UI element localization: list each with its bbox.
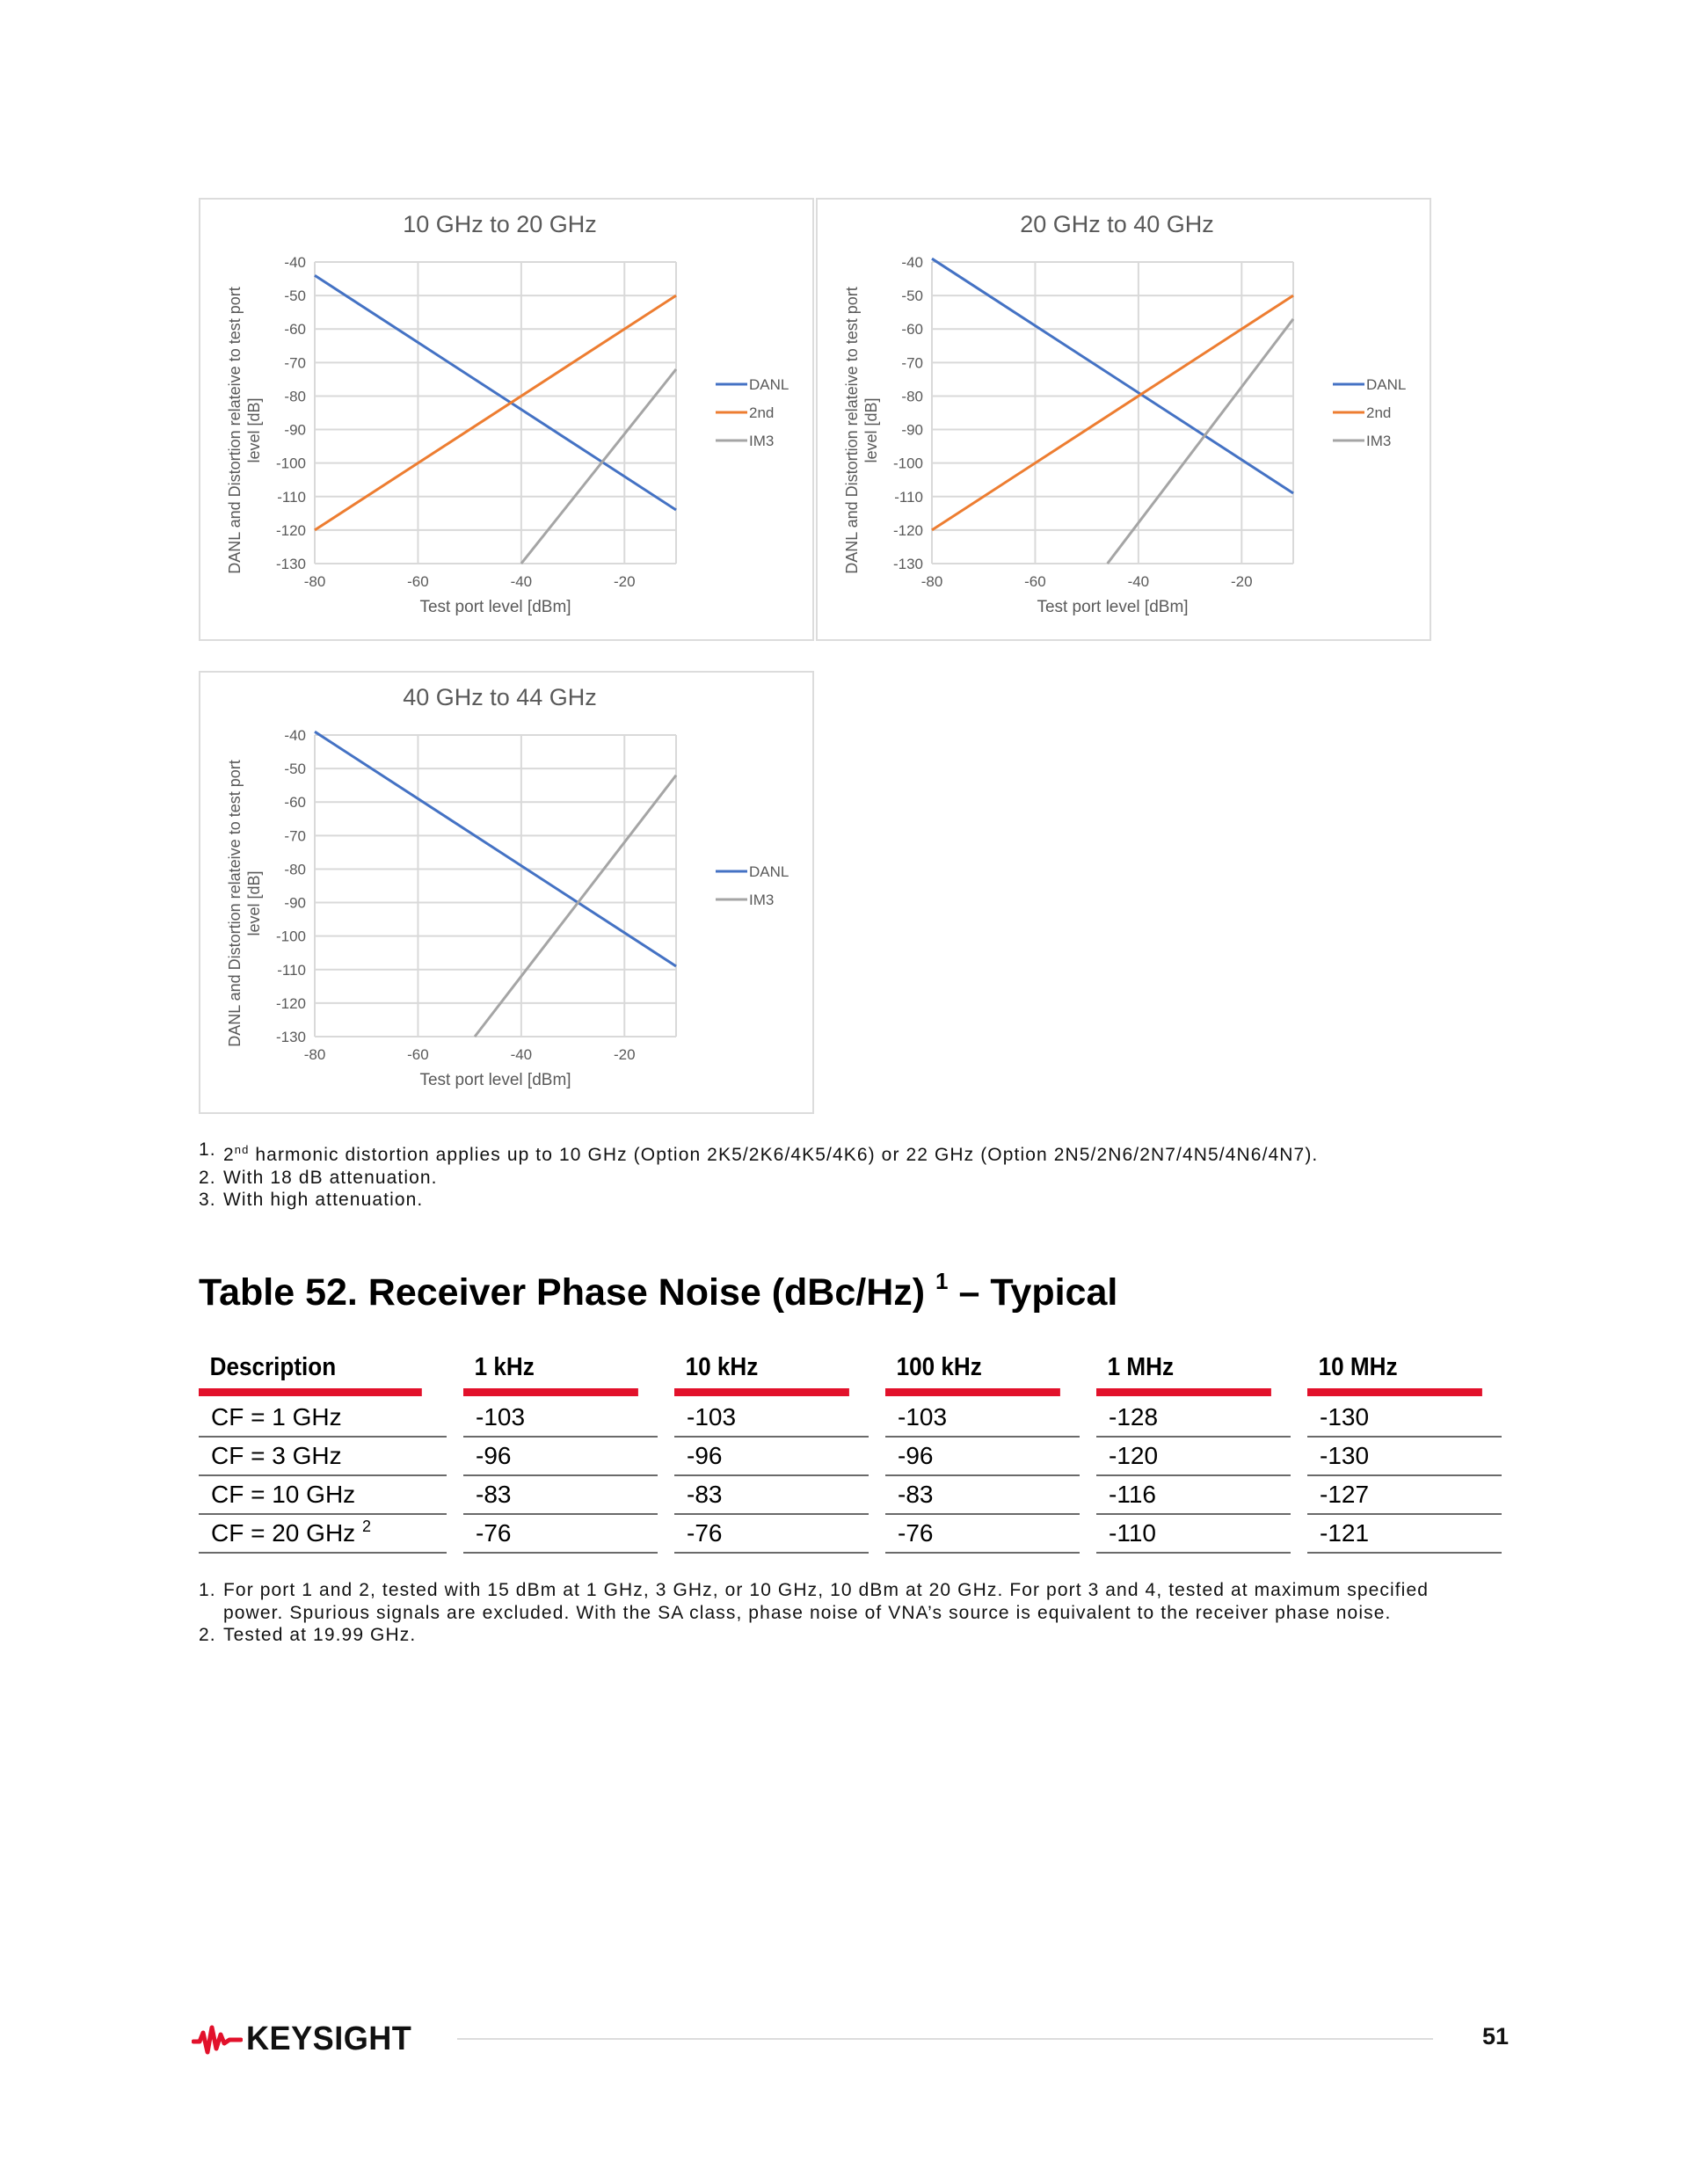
table-cell: -96 xyxy=(463,1438,658,1476)
table-title: Table 52. Receiver Phase Noise (dBc/Hz) $^1$ – Typical xyxy=(199,1268,1118,1314)
y-tick-label: -40 xyxy=(901,254,923,271)
footnote-number: 1. xyxy=(199,1139,216,1160)
table-cell: -120 xyxy=(1096,1438,1291,1476)
y-tick-label: -90 xyxy=(284,421,306,439)
table-footnote-2 xyxy=(199,1624,1491,1647)
table-cell: -116 xyxy=(1096,1476,1291,1515)
table-header-row xyxy=(199,1346,1502,1396)
y-tick-label: -100 xyxy=(275,455,306,472)
y-tick-label: -80 xyxy=(284,388,306,405)
x-tick-label: -80 xyxy=(303,1046,326,1063)
table-cell: -76 xyxy=(885,1515,1080,1554)
y-tick-label: -130 xyxy=(892,556,923,572)
y-tick-label: -120 xyxy=(275,994,306,1012)
y-tick-label: -120 xyxy=(892,521,923,539)
y-axis-label: DANL and Distortion relateive to test port level [dB] xyxy=(226,760,263,1047)
chart-svg xyxy=(818,200,1430,639)
table-cell: -130 xyxy=(1307,1396,1502,1438)
table-cell: -130 xyxy=(1307,1438,1502,1476)
table-cell: -76 xyxy=(674,1515,869,1554)
legend-label: 2nd xyxy=(749,404,775,421)
x-tick-label: -60 xyxy=(1024,573,1046,590)
x-tick-label: -80 xyxy=(920,573,943,590)
y-tick-label: -90 xyxy=(284,894,306,912)
x-axis-label: Test port level [dBm] xyxy=(1037,598,1189,616)
legend-label: DANL xyxy=(1366,376,1407,393)
table-cell: -127 xyxy=(1307,1476,1502,1515)
y-tick-label: -100 xyxy=(275,928,306,945)
header-100khz: 100 kHz xyxy=(885,1346,1060,1396)
logo-wordmark: KEYSIGHT xyxy=(246,2020,412,2057)
table-footnotes xyxy=(199,1579,1491,1647)
chart-40-44-ghz xyxy=(199,671,814,1114)
x-axis-label: Test port level [dBm] xyxy=(419,1071,571,1089)
phase-noise-table xyxy=(199,1346,1502,1554)
y-tick-label: -50 xyxy=(284,288,306,305)
legend-label: DANL xyxy=(749,863,789,880)
y-tick-label: -90 xyxy=(901,421,923,439)
table-cell: -96 xyxy=(885,1438,1080,1476)
y-tick-label: -100 xyxy=(892,455,923,472)
y-tick-label: -110 xyxy=(277,961,306,979)
header-description: Description xyxy=(199,1346,422,1396)
y-tick-label: -70 xyxy=(901,354,923,372)
header-10khz: 10 kHz xyxy=(674,1346,849,1396)
footnote-text: For port 1 and 2, tested with 15 dBm at 1 GHz, 3 GHz, or 10 GHz, 10 dBm at 20 GHz. For port 3 and 4, tested at maximum specified power. Spurious signals are excluded. With the SA class, phase noise of VNA’s source is equivalent to the receiver phase noise. xyxy=(223,1580,1430,1623)
footnote-text: With high attenuation. xyxy=(223,1190,424,1210)
footnote-number: 1. xyxy=(199,1580,216,1600)
footnote-text: With 18 dB attenuation. xyxy=(223,1167,438,1188)
table-cell: -103 xyxy=(674,1396,869,1438)
legend-label: IM3 xyxy=(1366,433,1392,449)
y-tick-label: -110 xyxy=(894,488,923,506)
x-tick-label: -60 xyxy=(407,1046,429,1063)
table-cell: -83 xyxy=(674,1476,869,1515)
series-line-2nd xyxy=(315,295,676,530)
x-tick-label: -20 xyxy=(1230,573,1253,590)
footnote-text: 2nd harmonic distortion applies up to 10 GHz (Option 2K5/2K6/4K5/4K6) or 22 GHz (Option 2N5/2N6/2N7/4N5/4N6/4N7). xyxy=(223,1143,1319,1165)
chart-title: 40 GHz to 44 GHz xyxy=(403,684,597,710)
footnote-number: 2. xyxy=(199,1625,216,1645)
table-row xyxy=(199,1515,1502,1554)
chart-svg xyxy=(200,200,812,639)
series-line-danl xyxy=(315,275,676,510)
series-line-danl xyxy=(932,258,1293,493)
footnote-number: 2. xyxy=(199,1167,216,1188)
table-footnote-1 xyxy=(199,1579,1491,1624)
y-tick-label: -50 xyxy=(284,761,306,778)
table-cell: -128 xyxy=(1096,1396,1291,1438)
header-1mhz: 1 MHz xyxy=(1096,1346,1271,1396)
chart-20-40-ghz xyxy=(816,198,1431,641)
y-tick-label: -80 xyxy=(901,388,923,405)
table-row xyxy=(199,1438,1502,1476)
x-axis-label: Test port level [dBm] xyxy=(419,598,571,616)
y-tick-label: -60 xyxy=(901,321,923,339)
y-tick-label: -110 xyxy=(277,488,306,506)
y-tick-label: -70 xyxy=(284,354,306,372)
x-tick-label: -80 xyxy=(303,573,326,590)
chart-10-20-ghz xyxy=(199,198,814,641)
x-tick-label: -60 xyxy=(407,573,429,590)
y-tick-label: -80 xyxy=(284,861,306,878)
header-1khz: 1 kHz xyxy=(463,1346,638,1396)
series-line-danl xyxy=(315,732,676,966)
y-tick-label: -40 xyxy=(284,727,306,744)
legend-label: DANL xyxy=(749,376,789,393)
table-cell: -121 xyxy=(1307,1515,1502,1554)
keysight-wave-icon xyxy=(192,2022,243,2057)
footer-divider xyxy=(457,2038,1433,2040)
x-tick-label: -40 xyxy=(510,1046,533,1063)
table-cell: -110 xyxy=(1096,1515,1291,1554)
x-tick-label: -20 xyxy=(613,1046,636,1063)
y-tick-label: -50 xyxy=(901,288,923,305)
table-cell: -96 xyxy=(674,1438,869,1476)
x-tick-label: -40 xyxy=(1127,573,1150,590)
row-label: CF = 1 GHz xyxy=(199,1396,447,1438)
footnote-text: Tested at 19.99 GHz. xyxy=(223,1625,417,1645)
table-row xyxy=(199,1476,1502,1515)
header-10mhz: 10 MHz xyxy=(1307,1346,1482,1396)
table-cell: -83 xyxy=(463,1476,658,1515)
y-tick-label: -130 xyxy=(275,1029,306,1045)
chart-title: 10 GHz to 20 GHz xyxy=(403,211,597,237)
legend-label: IM3 xyxy=(749,433,775,449)
chart-footnote-1 xyxy=(199,1139,1500,1167)
row-label: CF = 20 GHz $^2$ xyxy=(199,1515,447,1554)
series-line-im3 xyxy=(475,775,676,1037)
y-axis-label: DANL and Distortion relateive to test port level [dB] xyxy=(843,287,880,574)
series-line-2nd xyxy=(932,295,1293,530)
keysight-logo xyxy=(192,2020,420,2058)
table-row xyxy=(199,1396,1502,1438)
y-axis-label: DANL and Distortion relateive to test port level [dB] xyxy=(226,287,263,574)
y-tick-label: -70 xyxy=(284,827,306,845)
y-tick-label: -60 xyxy=(284,321,306,339)
legend-label: 2nd xyxy=(1366,404,1392,421)
y-tick-label: -40 xyxy=(284,254,306,271)
row-label: CF = 10 GHz xyxy=(199,1476,447,1515)
x-tick-label: -40 xyxy=(510,573,533,590)
footnote-number: 3. xyxy=(199,1190,216,1210)
page-number: 51 xyxy=(1482,2023,1510,2049)
chart-title: 20 GHz to 40 GHz xyxy=(1020,211,1214,237)
x-tick-label: -20 xyxy=(613,573,636,590)
legend-label: IM3 xyxy=(749,892,775,908)
y-tick-label: -60 xyxy=(284,794,306,812)
chart-svg xyxy=(200,673,812,1112)
chart-footnote-3 xyxy=(199,1189,1500,1212)
table-cell: -103 xyxy=(885,1396,1080,1438)
y-tick-label: -120 xyxy=(275,521,306,539)
series-line-im3 xyxy=(521,369,676,564)
table-cell: -103 xyxy=(463,1396,658,1438)
y-tick-label: -130 xyxy=(275,556,306,572)
row-label: CF = 3 GHz xyxy=(199,1438,447,1476)
chart-footnotes xyxy=(199,1139,1500,1212)
chart-footnote-2 xyxy=(199,1167,1500,1190)
table-cell: -83 xyxy=(885,1476,1080,1515)
table-cell: -76 xyxy=(463,1515,658,1554)
